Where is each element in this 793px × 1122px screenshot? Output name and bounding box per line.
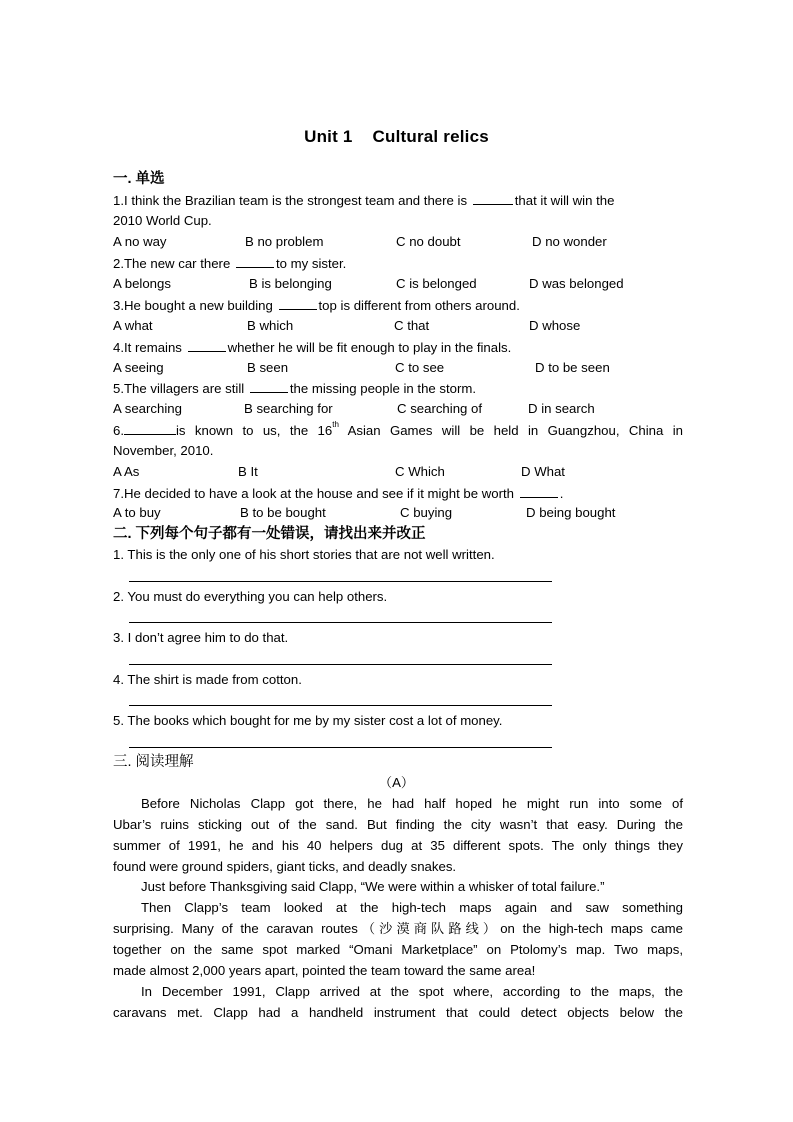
option-c: C buying	[400, 505, 453, 520]
unit-number: Unit 1	[304, 127, 353, 146]
option-b: B searching for	[244, 401, 333, 416]
answer-blank[interactable]	[250, 378, 288, 393]
answer-line[interactable]	[129, 705, 552, 706]
error-item-1: 1. This is the only one of his short stories that are not well written.	[113, 547, 495, 562]
error-item-2: 2. You must do everything you can help others.	[113, 589, 388, 604]
superscript-th: th	[332, 420, 339, 429]
question-1-line1	[113, 190, 683, 210]
error-item-4: 4. The shirt is made from cotton.	[113, 672, 302, 687]
answer-line[interactable]	[129, 622, 552, 623]
question-2-stem	[113, 253, 683, 273]
answer-line[interactable]	[129, 747, 552, 748]
passage-line: Then Clapp’s team looked at the high-tech maps again and saw something	[141, 900, 683, 915]
question-4-stem-b: whether he will be fit enough to play in the finals.	[227, 340, 512, 355]
answer-line[interactable]	[129, 664, 552, 665]
option-c: C to see	[395, 360, 445, 375]
option-c: C no doubt	[396, 234, 461, 249]
answer-blank[interactable]	[473, 190, 513, 205]
answer-blank[interactable]	[124, 420, 176, 435]
question-1-line2: 2010 World Cup.	[113, 213, 212, 228]
question-1-stem-a: 1.I think the Brazilian team is the strongest team and there is	[113, 193, 468, 208]
option-b: B to be bought	[240, 505, 326, 520]
question-3-options	[113, 316, 683, 336]
option-d: D to be seen	[535, 360, 610, 375]
passage-line: surprising. Many of the caravan routes（沙漠商队路线）on the high-tech maps came	[113, 921, 683, 936]
option-d: D no wonder	[532, 234, 607, 249]
question-6-options	[113, 462, 683, 482]
option-d: D in search	[528, 401, 595, 416]
question-2-options	[113, 274, 683, 294]
option-a: A what	[113, 318, 153, 333]
question-7-options	[113, 503, 683, 523]
question-4-stem-a: 4.It remains	[113, 340, 182, 355]
question-3-stem-b: top is different from others around.	[318, 298, 520, 313]
question-5-stem-a: 5.The villagers are still	[113, 381, 245, 396]
question-1-stem-b: that it will win the	[514, 193, 615, 208]
section1-heading: 一. 单选	[113, 171, 165, 187]
question-5-stem-b: the missing people in the storm.	[289, 381, 477, 396]
option-b: B seen	[247, 360, 289, 375]
answer-line[interactable]	[129, 581, 552, 582]
unit-name: Cultural relics	[372, 127, 489, 146]
option-b: B no problem	[245, 234, 324, 249]
answer-blank[interactable]	[188, 337, 226, 352]
section2-heading: 二. 下列每个句子都有一处错误，请找出来并改正	[113, 526, 426, 542]
error-item-5: 5. The books which bought for me by my sister cost a lot of money.	[113, 713, 503, 728]
passage-line: In December 1991, Clapp arrived at the spot where, according to the maps, the	[141, 984, 683, 999]
option-c: C is belonged	[396, 276, 477, 291]
question-6-stem-a: 6.	[113, 423, 124, 438]
passage-line: made almost 2,000 years apart, pointed the team toward the same area!	[113, 963, 536, 978]
option-a: A seeing	[113, 360, 164, 375]
option-a: A to buy	[113, 505, 161, 520]
question-7-stem-a: 7.He decided to have a look at the house and see if it might be worth	[113, 486, 515, 501]
question-7-stem-b: .	[559, 486, 564, 501]
question-6-line2: November, 2010.	[113, 443, 214, 458]
option-c: C searching of	[397, 401, 483, 416]
question-6-stem-b: is known to us, the 16	[176, 423, 333, 438]
option-d: D was belonged	[529, 276, 624, 291]
answer-blank[interactable]	[520, 483, 558, 498]
error-item-3: 3. I don’t agree him to do that.	[113, 630, 289, 645]
option-b: B It	[238, 464, 258, 479]
question-2-stem-a: 2.The new car there	[113, 256, 231, 271]
question-2-stem-b: to my sister.	[275, 256, 347, 271]
question-5-stem	[113, 378, 683, 398]
question-6-stem-c: Asian Games will be held in Guangzhou, China in	[347, 423, 684, 438]
passage-label: （A）	[378, 775, 415, 790]
option-a: A As	[113, 464, 140, 479]
option-a: A no way	[113, 234, 167, 249]
option-b: B is belonging	[249, 276, 332, 291]
passage-line: together on the same spot marked “Omani Marketplace” on Ptolomy’s map. Two maps,	[113, 942, 683, 957]
option-c: C Which	[395, 464, 445, 479]
option-c: C that	[394, 318, 430, 333]
answer-blank[interactable]	[236, 253, 274, 268]
question-3-stem	[113, 295, 683, 315]
option-b: B which	[247, 318, 294, 333]
option-a: A belongs	[113, 276, 171, 291]
passage-line: caravans met. Clapp had a handheld instrument that could detect objects below the	[113, 1005, 683, 1020]
option-a: A searching	[113, 401, 182, 416]
passage-line: summer of 1991, he and his 40 helpers dug at 35 different spots. The only things they	[113, 838, 683, 853]
option-d: D whose	[529, 318, 581, 333]
question-3-stem-a: 3.He bought a new building	[113, 298, 273, 313]
question-5-options	[113, 399, 683, 419]
question-1-options	[113, 232, 683, 252]
option-d: D What	[521, 464, 565, 479]
page-title	[0, 127, 793, 147]
passage-line: found were ground spiders, giant ticks, and deadly snakes.	[113, 859, 457, 874]
question-4-stem	[113, 337, 683, 357]
passage-line: Before Nicholas Clapp got there, he had half hoped he might run into some of	[141, 796, 683, 811]
question-6-line1	[113, 420, 683, 440]
option-d: D being bought	[526, 505, 616, 520]
question-4-options	[113, 358, 683, 378]
passage-line: Just before Thanksgiving said Clapp, “We were within a whisker of total failure.”	[141, 879, 605, 894]
question-7-stem	[113, 483, 683, 503]
section3-heading: 三. 阅读理解	[113, 754, 194, 770]
passage-line: Ubar’s ruins sticking out of the sand. But finding the city wasn’t that easy. During the	[113, 817, 683, 832]
answer-blank[interactable]	[279, 295, 317, 310]
